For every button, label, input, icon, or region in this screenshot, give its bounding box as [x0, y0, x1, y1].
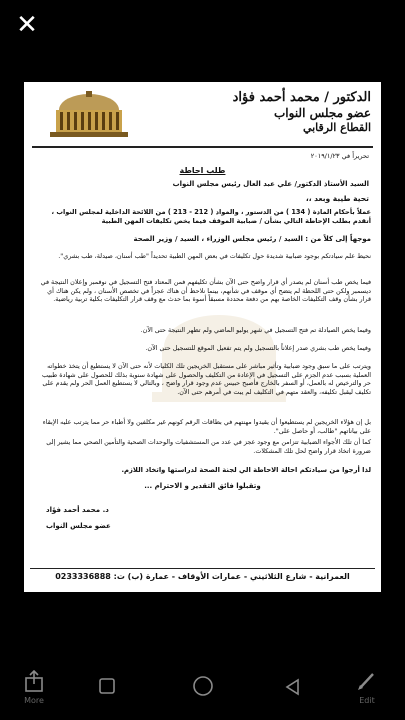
- letter-paragraph: فيما يخص طب أسنان لم يصدر أي قرار واضح حتى الآن بشأن تكليفهم فمن المعتاد فتح التسجيل في نوفمبر وإعلان النتيجة في ديسمبر ولكن حتى اللحظة لم يتضح أي موقف في شأنهم، بينما نلاحظ أن هناك عجزاً في تخصص الأسنان ، ولم يكن هناك أي قرار بشأن وقف التكليفات الخاصة بهم من دفعة محددة مسبقاً أسوة بما حدث مع وقف قرار التكليفات بكلية تربية رياضية.: [40, 278, 371, 304]
- document-image: [24, 82, 381, 592]
- bottom-toolbar: [0, 664, 405, 720]
- header-divider: [32, 146, 373, 148]
- close-icon[interactable]: ✕: [16, 10, 38, 40]
- share-icon: [22, 670, 46, 692]
- letter-greeting: تحية طيبة وبعد ،،: [305, 194, 369, 203]
- letter-directed-to: موجهاً إلى كلاً من : السيد / رئيس مجلس الوزراء ، السيد / وزير الصحة: [133, 235, 371, 243]
- author-name: الدكتور / محمد أحمد فؤاد: [232, 90, 371, 105]
- square-button[interactable]: [97, 676, 117, 698]
- edit-button[interactable]: [356, 670, 378, 705]
- letter-paragraph: ويترتب على ما سبق وجود ضبابية وتأثير مباشر على مستقبل الخريجين تلك الكليات لأنه حتى الآن لا يستطيع أن يتخذ خطواته العملية بسبب عدم الجزم على التسجيل في الإعادة من التكليف والحصول على شهادة سنوية بذلك للحصول على شهادة طبيب حر والترخيص له بالعمل، أو السفر بالخارج فأصبح حبيس عدم وجود قرار واضح ، وبالتالي لا يستطيع العمل الحر ولم يقدم على تكليف ليقبل تكليفه، والعقد متهم في التكليف لم يبت في أمرهم حتى الآن.: [41, 362, 371, 396]
- more-label: More: [24, 696, 44, 705]
- letter-paragraph: وفيما يخص الصيادلة تم فتح التسجيل في شهر يوليو الماضي ولم تظهر النتيجة حتى الآن.: [140, 326, 371, 334]
- more-button[interactable]: [22, 670, 46, 705]
- author-sector: القطاع الرقابي: [302, 121, 371, 134]
- back-button[interactable]: [283, 677, 303, 699]
- letter-paragraph: نحيط علم سيادتكم بوجود ضبابية شديدة حول تكليفات في بعض المهن الطبية تحديداً "طب أسنان، صيدلة، طب بشري".: [58, 252, 371, 260]
- square-icon: [97, 676, 117, 696]
- pencil-icon: [356, 670, 378, 692]
- letter-subject: طلب احاطة: [179, 166, 226, 175]
- letter-footer: العمرانية - شارع الثلاثيني - عمارات الأوقاف - عمارة (ب) ت: 0233336888: [30, 568, 375, 585]
- letter-paragraph: كما أن تلك الأجواء الضبابية تتزامن مع وجود عجز في عدد من المستشفيات والوحدات الصحية والتأمين الصحي مما يشير إلى ضرورة اتخاذ قرار واضح لحل تلك المشكلات.: [46, 438, 371, 455]
- signature-title: عضو مجلس النواب: [46, 522, 111, 530]
- edit-label: Edit: [359, 696, 375, 705]
- letter-paragraph: وفيما يخص طب بشري صدر إعلاناً بالتسجيل ولم يتم تفعيل الموقع للتسجيل حتى الآن.: [145, 344, 371, 352]
- letter-paragraph: بل إن هؤلاء الخريجين لم يستطيعوا أن يقيدوا مهنتهم في بطاقات الرقم كونهم غير مكلفين ولا أطباء حر مما يترتب عليه الإبقاء على بياناتهم "طالب، أو حاصل على".: [42, 418, 371, 435]
- triangle-icon: [283, 677, 303, 697]
- letter-request: لذا أرجوا من سيادتكم احالة الاحاطة الي لجنة الصحة لدراستها واتخاذ اللازم.: [121, 466, 371, 474]
- letter-addressee: السيد الأستاذ الدكتور/ علي عبد العال رئيس مجلس النواب: [172, 180, 369, 188]
- home-button[interactable]: [191, 674, 215, 700]
- letter-date: تحريراً في ٢٠١٩/١/٢٣: [310, 152, 369, 160]
- circle-icon: [191, 674, 215, 698]
- letter-closing: وتقبلوا فائق التقدير و الاحترام ...: [144, 482, 261, 490]
- author-role: عضو مجلس النواب: [273, 106, 371, 120]
- parliament-logo: [46, 90, 132, 142]
- signature-name: د. محمد أحمد فؤاد: [46, 506, 109, 514]
- letter-basis: عملاً بأحكام المادة ( 134 ) من الدستور ، والمواد ( 212 - 213 ) من اللائحة الداخلية لمجلس النواب ، أتقدم بطلب الإحاطة التالي بشأن / ضبابية الموقف فيما يخص تكليفات المهن الطبية: [51, 208, 371, 225]
